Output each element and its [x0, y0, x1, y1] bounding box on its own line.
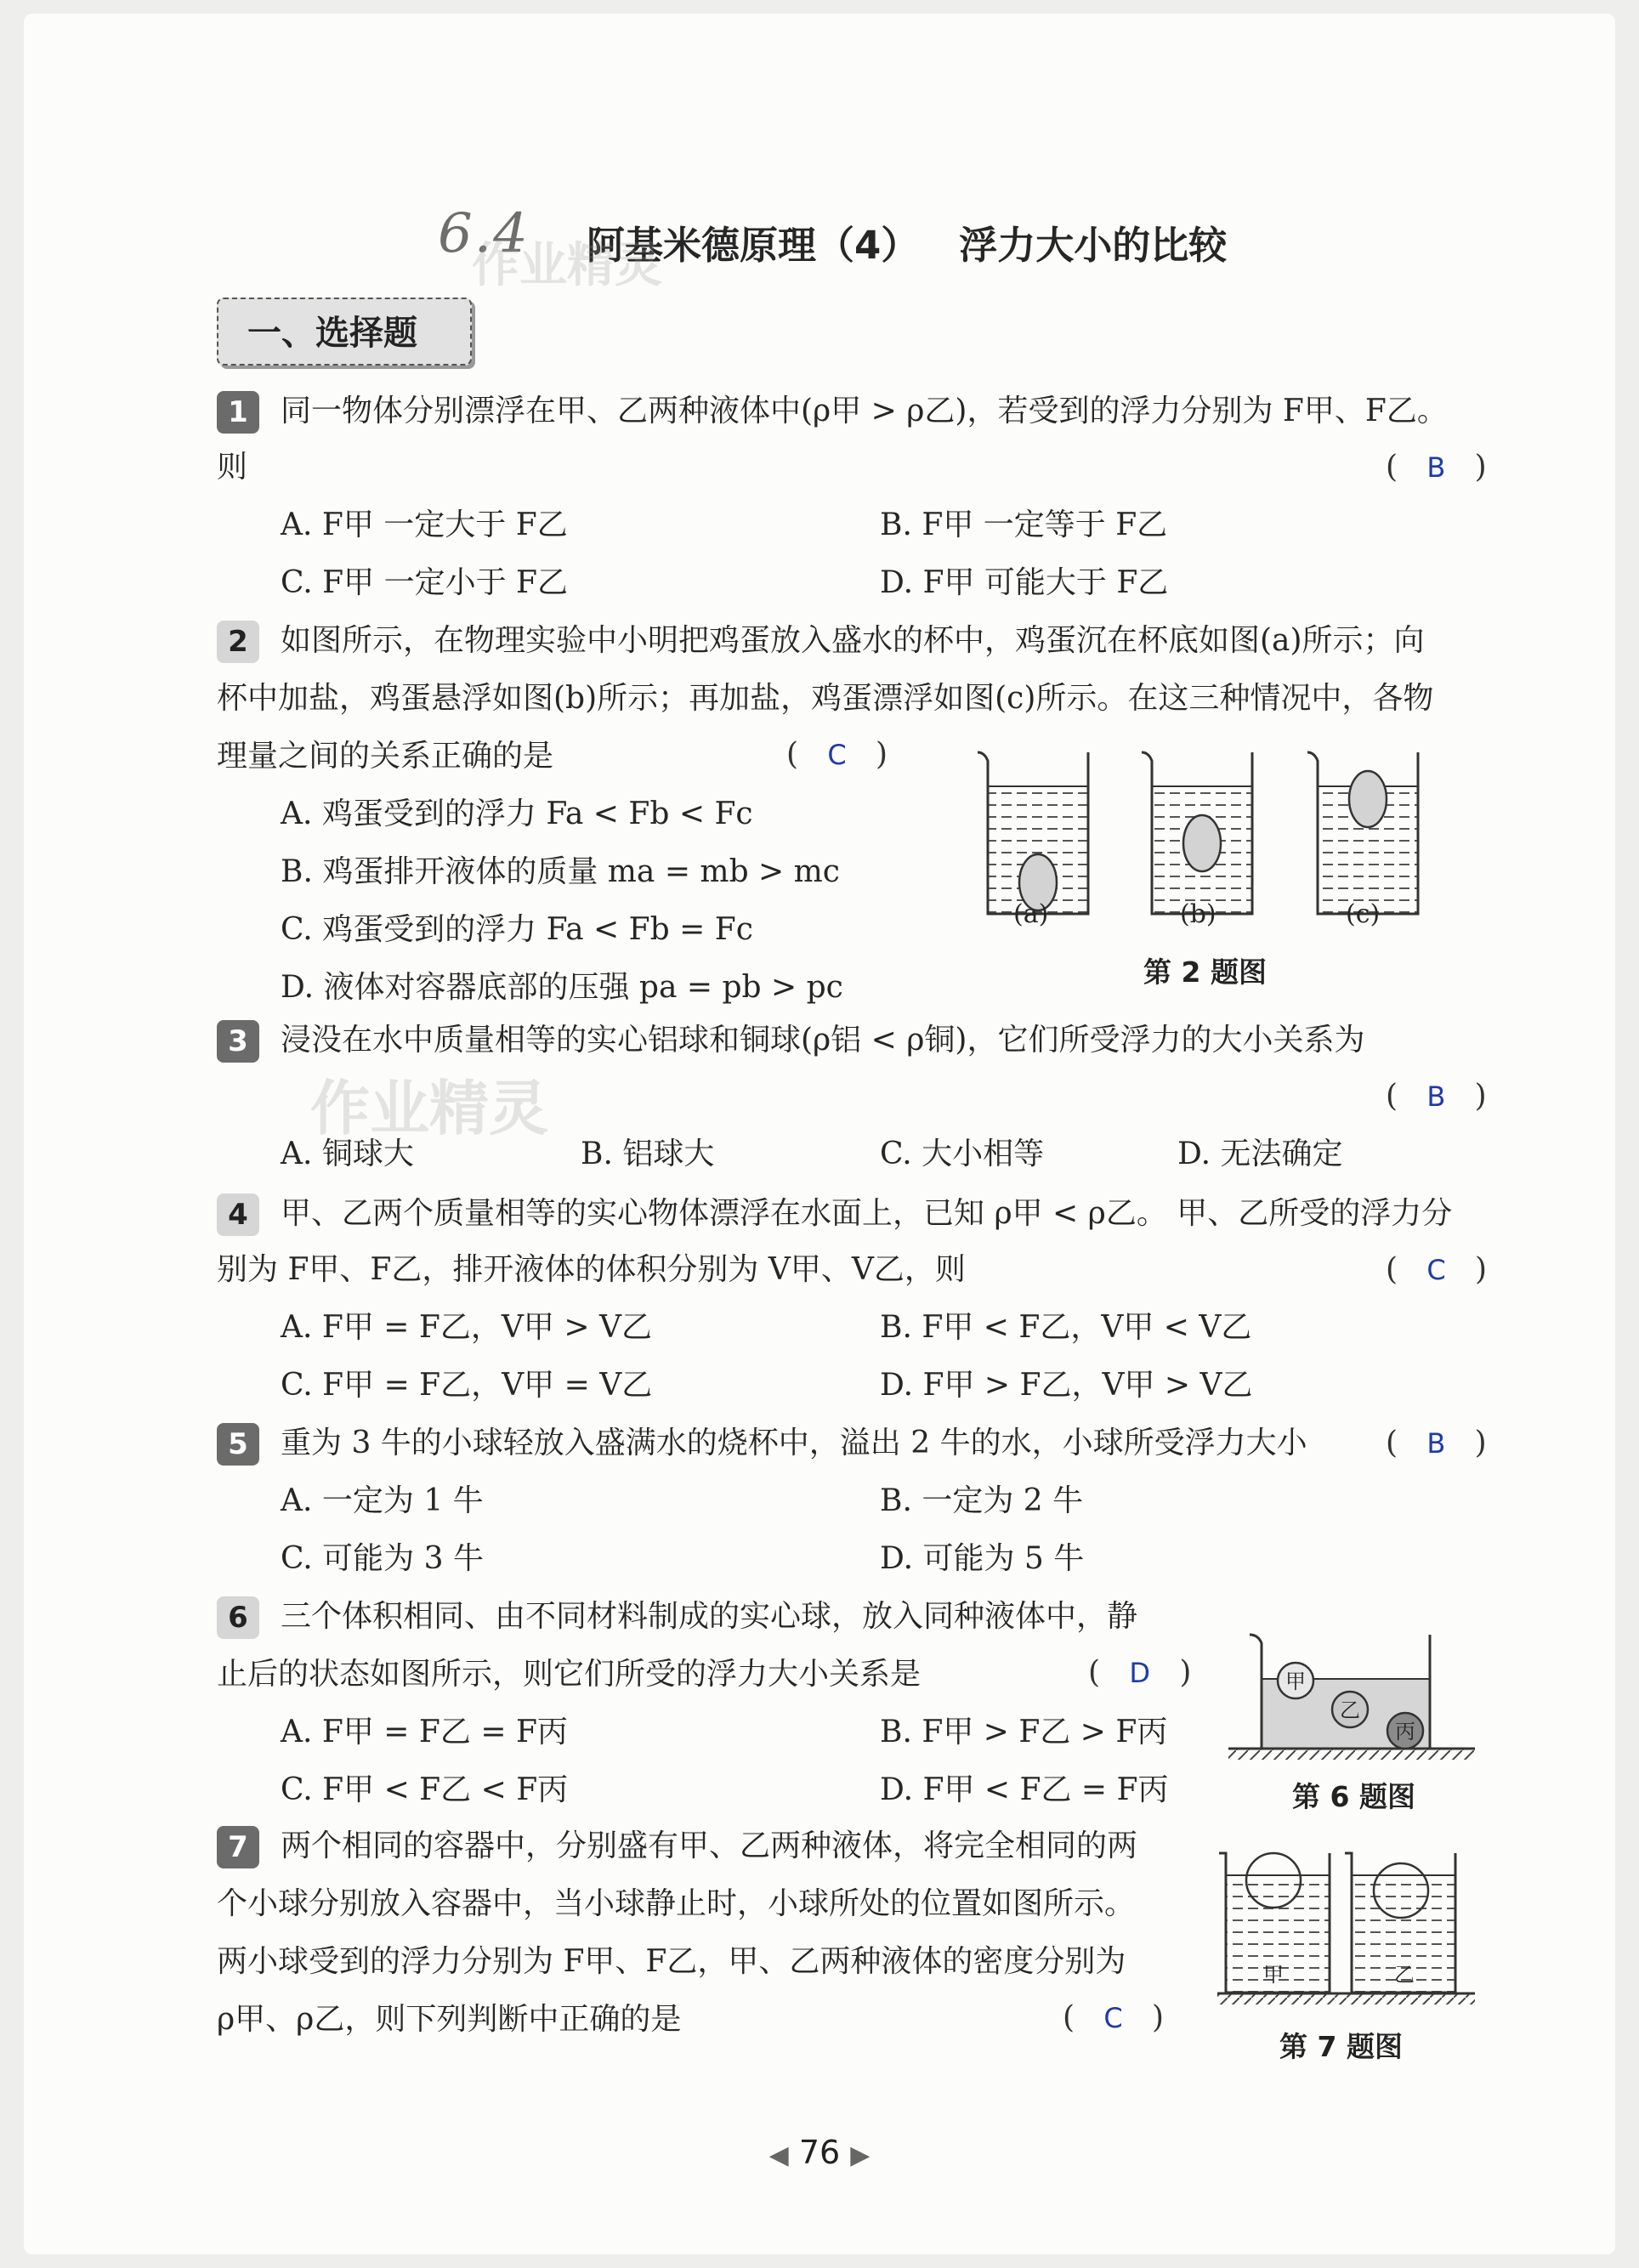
egg-icon — [1183, 815, 1221, 871]
q2-answer: ( C ) — [786, 737, 888, 772]
ball-label-yi: 乙 — [1340, 1698, 1360, 1722]
egg-icon — [1349, 771, 1387, 827]
q2-figure-label-a: (a) — [1013, 899, 1049, 929]
q2-figure-label-b: (b) — [1180, 899, 1216, 929]
question-number-5: 5 — [217, 1423, 259, 1466]
q1-stem-line2: 则 — [217, 450, 248, 485]
q3-answer-letter: B — [1426, 1080, 1446, 1113]
watermark-logo: 作业精灵 — [472, 238, 662, 293]
container-label-jia: 甲 — [1263, 1963, 1284, 1987]
q1-stem-line1: 同一物体分别漂浮在甲、乙两种液体中(ρ甲 > ρ乙)，若受到的浮力分别为 F甲、F乙。 — [281, 394, 1448, 428]
page-title: 阿基米德原理（4） 浮力大小的比较 — [587, 223, 1228, 268]
container-label-yi: 乙 — [1394, 1963, 1415, 1987]
q4-option-c: C. F甲 = F乙，V甲 = V乙 — [281, 1368, 653, 1403]
q6-figure-caption: 第 6 题图 — [1292, 1780, 1415, 1813]
watermark-logo: 作业精灵 — [310, 1074, 548, 1143]
q6-figure — [1224, 1619, 1479, 1764]
question-number-7: 7 — [217, 1826, 259, 1868]
q2-figure-label-c: (c) — [1346, 899, 1381, 929]
q5-option-d: D. 可能为 5 牛 — [880, 1541, 1085, 1576]
q1-option-d: D. F甲 可能大于 F乙 — [880, 565, 1169, 600]
q6-option-c: C. F甲 < F乙 < F丙 — [281, 1772, 569, 1807]
section-number: 6.4 — [438, 202, 530, 265]
q3-stem-line1: 浸没在水中质量相等的实心铝球和铜球(ρ铝 < ρ铜)，它们所受浮力的大小关系为 — [281, 1023, 1365, 1057]
question-number-3: 3 — [217, 1020, 259, 1063]
q6-stem-line1: 三个体积相同、由不同材料制成的实心球，放入同种液体中，静 — [281, 1599, 1138, 1634]
q3-option-a: A. 铜球大 — [281, 1137, 414, 1171]
ball-label-jia: 甲 — [1285, 1670, 1306, 1693]
q2-option-a: A. 鸡蛋受到的浮力 Fa < Fb < Fc — [281, 797, 753, 831]
q2-option-d: D. 液体对容器底部的压强 pa = pb > pc — [281, 970, 843, 1005]
page-number-value: 76 — [798, 2134, 841, 2171]
q2-answer-letter: C — [827, 739, 847, 771]
q2-stem-line1: 如图所示，在物理实验中小明把鸡蛋放入盛水的杯中，鸡蛋沉在杯底如图(a)所示；向 — [281, 623, 1425, 658]
q3-answer: ( B ) — [1386, 1079, 1487, 1114]
q7-stem-line4: ρ甲、ρ乙，则下列判断中正确的是 — [217, 2002, 682, 2037]
q4-answer-letter: C — [1426, 1254, 1446, 1286]
q3-option-d: D. 无法确定 — [1177, 1137, 1343, 1171]
q1-answer: ( B ) — [1386, 450, 1487, 485]
q4-answer: ( C ) — [1386, 1252, 1488, 1287]
question-number-6: 6 — [217, 1596, 259, 1639]
q2-stem-line3: 理量之间的关系正确的是 — [217, 739, 554, 774]
q4-option-a: A. F甲 = F乙，V甲 > V乙 — [281, 1310, 652, 1345]
q1-option-c: C. F甲 一定小于 F乙 — [281, 565, 568, 600]
q4-option-d: D. F甲 > F乙，V甲 > V乙 — [880, 1368, 1253, 1403]
page-number — [0, 2134, 1639, 2171]
q5-answer-letter: B — [1426, 1427, 1446, 1460]
q7-figure — [1216, 1843, 1479, 2013]
question-number-1: 1 — [217, 391, 259, 434]
beaker-a — [978, 752, 1088, 914]
q7-figure-caption: 第 7 题图 — [1279, 2030, 1403, 2063]
q5-stem-line1: 重为 3 牛的小球轻放入盛满水的烧杯中，溢出 2 牛的水，小球所受浮力大小 — [281, 1426, 1307, 1460]
q7-answer: ( C ) — [1063, 2000, 1165, 2035]
q7-stem-line1: 两个相同的容器中，分别盛有甲、乙两种液体，将完全相同的两 — [281, 1829, 1138, 1863]
q6-option-d: D. F甲 < F乙 = F丙 — [880, 1772, 1169, 1807]
q1-option-a: A. F甲 一定大于 F乙 — [281, 507, 568, 542]
q1-answer-letter: B — [1426, 451, 1446, 484]
ball-label-bing: 丙 — [1395, 1720, 1415, 1744]
q5-option-a: A. 一定为 1 牛 — [281, 1483, 484, 1518]
q5-option-c: C. 可能为 3 牛 — [281, 1541, 484, 1576]
triangle-right-icon: ▶ — [850, 2140, 871, 2170]
q3-option-b: B. 铝球大 — [581, 1137, 715, 1171]
q4-option-b: B. F甲 < F乙，V甲 < V乙 — [880, 1310, 1252, 1345]
q6-answer-letter: D — [1129, 1657, 1151, 1689]
q7-stem-line3: 两小球受到的浮力分别为 F甲、F乙，甲、乙两种液体的密度分别为 — [217, 1944, 1126, 1979]
q2-option-c: C. 鸡蛋受到的浮力 Fa < Fb = Fc — [281, 912, 753, 947]
section-label: 一、选择题 — [217, 298, 472, 366]
q2-figure-caption: 第 2 题图 — [1143, 955, 1267, 989]
q6-answer: ( D ) — [1088, 1655, 1192, 1690]
q5-answer: ( B ) — [1386, 1426, 1487, 1460]
q2-stem-line2: 杯中加盐，鸡蛋悬浮如图(b)所示；再加盐，鸡蛋漂浮如图(c)所示。在这三种情况中，各物 — [217, 681, 1434, 716]
beaker-c — [1307, 752, 1418, 914]
triangle-left-icon: ◀ — [768, 2140, 789, 2170]
q4-stem-line1: 甲、乙两个质量相等的实心物体漂浮在水面上，已知 ρ甲 < ρ乙。 甲、乙所受的浮力分 — [281, 1196, 1453, 1231]
q5-option-b: B. 一定为 2 牛 — [880, 1483, 1084, 1518]
q4-stem-line2: 别为 F甲、F乙，排开液体的体积分别为 V甲、V乙，则 — [217, 1252, 966, 1287]
q6-option-b: B. F甲 > F乙 > F丙 — [880, 1715, 1168, 1749]
q3-option-c: C. 大小相等 — [880, 1137, 1045, 1171]
q7-answer-letter: C — [1103, 2002, 1123, 2034]
beaker-b — [1142, 752, 1252, 914]
q6-option-a: A. F甲 = F乙 = F丙 — [281, 1715, 568, 1749]
question-number-2: 2 — [217, 621, 259, 663]
question-number-4: 4 — [217, 1194, 259, 1236]
q1-option-b: B. F甲 一定等于 F乙 — [880, 507, 1168, 542]
q7-stem-line2: 个小球分别放入容器中，当小球静止时，小球所处的位置如图所示。 — [217, 1886, 1136, 1921]
q2-option-b: B. 鸡蛋排开液体的质量 ma = mb > mc — [281, 854, 840, 889]
q6-stem-line2: 止后的状态如图所示，则它们所受的浮力大小关系是 — [217, 1657, 922, 1692]
